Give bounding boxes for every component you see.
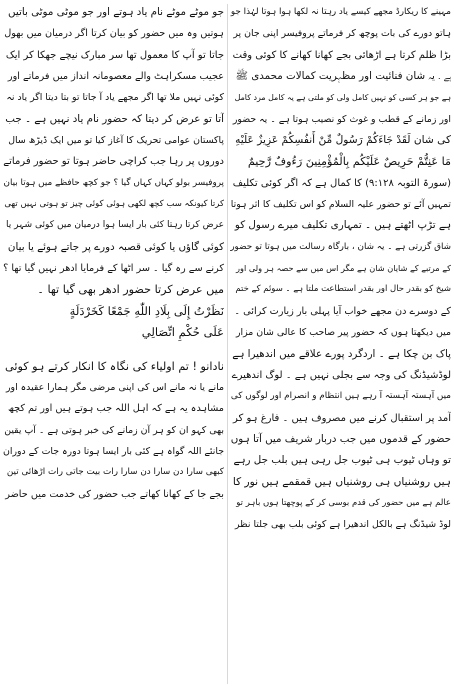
text-line: کوئی نہیں ملا تھا اگر مجھے یاد آ جاتا تو بتا دیتا اگر یاد نہ (6, 92, 224, 104)
text-line: لوڈ شیڈنگ ہے بالکل اندھیرا ہے کوئی بلب بھی جلتا نظر (235, 519, 451, 531)
text-line: پاک بن چکا ہے ۔ اردگرد پورے علاقے میں اندھیرا ہے (232, 347, 451, 360)
text-line: کرتا کیونکہ سب کچھ لکھی ہوئی کوئی چیز تو ہوتی نہیں تھی (4, 199, 224, 210)
text-line: لوڈشیڈنگ کی وجہ سے بجلی نہیں ہے ۔ لوگ اندھیرے (231, 369, 451, 381)
text-line: بھی کہو ان کو ہر آن زمانے کی خبر ہوتی ہے ۔ آپ یقین (4, 424, 224, 436)
text-line: اور زمانے کے قطب و غوث کو نصیب ہوتا ہے ۔ یہ حضور (232, 113, 451, 125)
text-line: تمہیں آئے تو حضور علیہ السلام کو اس تکلیف کا اثر ہوتا (230, 199, 451, 211)
arabic-verse-line: عَلَى حُكْمِ اتِّصَالِي (141, 325, 224, 340)
text-line: ہے جو ہر کسی کو نہیں کامل ولی کو ملتی ہے یہ کامل مرد کامل (234, 93, 451, 103)
text-line: ہے ۔ یہ شان فنائیت اور مظہریت کمالات محمدی ﷺ (235, 70, 451, 83)
text-line: کرنے سے رہ گیا ۔ سر اٹھا کے فرمایا ادھر نہیں گیا تھا ؟ (3, 263, 224, 275)
text-line: مہینے کا ریکارڈ مجھے کیسے یاد رہتا نہ لکھا ہوا ہوتا لہٰذا جو (230, 7, 451, 17)
text-line: پاکستان عوامی تحریک کا آغاز کیا تو میں ایک ڈیڑھ سال (8, 135, 224, 147)
text-line: بجے جا کے کھانا کھاتے جب حضور کی خدمت میں حاضر (5, 488, 224, 500)
text-line: آمد پر استقبال کرنے میں مصروف ہیں ۔ فارغ ہو کر (233, 412, 451, 424)
text-line: میں آہستہ آہستہ آ رہے ہیں انتظام و انصرام اور لوگوں کی (230, 391, 451, 402)
paragraph-gap (3, 344, 224, 356)
text-line: شاق گزرتی ہے ۔ یہ شان ، بارگاہ رسالت میں ہوتا تو حضور (230, 241, 451, 252)
text-line: کوئی گاؤں یا کوئی قصبہ دورے پر جاتے ہوئے یا بیان (7, 240, 224, 253)
text-line: ہاتو دورے کی بات پوچھ کر فرماتے پروفیسر اپنی جان پر (233, 28, 451, 40)
text-line: مَا عَنِتُّمْ حَرِيصٌ عَلَيْكُم بِالْمُؤْمِنِينَ رَءُوفٌ رَّحِيمٌ (247, 155, 451, 169)
text-line: شیخ کو بقدر حال اور بقدر استطاعت ملتا ہے ۔ سوئم کے ختم (235, 284, 451, 295)
text-line: بڑا ظلم کرتا ہے اڑھائی بجے کھانا کھانے کا کوئی وقت (232, 49, 451, 61)
column-divider (227, 4, 228, 684)
text-line: ہوتیں وہ میں حضور کو بیان کرتا اگر درمیان میں بھول (4, 28, 224, 40)
text-line: ہے تڑپ اٹھتے ہیں ۔ تمہاری تکلیف میرے رسول کو (234, 219, 451, 232)
text-line: عجیب مسکراہٹ والے معصومانہ انداز میں فرماتے اور (7, 71, 224, 83)
text-line: مشاہدہ یہ ہے کہ اہل اللہ جب ہوتے ہیں اور تم کچھ (7, 403, 224, 415)
right-text-column (230, 2, 451, 686)
text-line: عالم ہے میں حضور کی قدم بوسی کر کے پوچھتا ہوں باہر تو (236, 497, 451, 508)
text-line: تو وہاں ٹیوب ہی ٹیوب جل رہی ہیں بلب جل رہے (233, 454, 451, 467)
text-line: حضور کے قدموں میں جب دربار شریف میں آتا ہوں (230, 432, 451, 445)
text-line: دوروں پر رہا جب کراچی حاضر ہوتا تو حضور فرماتے (3, 156, 224, 168)
text-line: عرض کرتا رہتا کئی بار ایسا ہوا درمیان میں کوئی شہر یا (5, 220, 224, 231)
text-line: کبھی سارا دن سارا دن سارا رات بیت جاتی رات اڑھائی تین (6, 467, 224, 478)
text-line: کے دوسرے دن مجھے خواب آیا پہلی بار زیارت کرائی ۔ (234, 305, 451, 317)
text-line: ہیں روشنیاں ہی روشنیاں ہیں قمقمے ہیں نور کا (232, 475, 451, 488)
left-text-column (3, 2, 224, 686)
text-line: (سورۃ التوبہ ۹:۱۲۸) کا کمال ہے کہ اگر کوئی تکلیف (232, 177, 451, 189)
text-line: میں دیکھتا ہوں کہ حضور پیر صاحب کا عالی شان مزار (235, 327, 451, 339)
text-line: آتا تو عرض کر دیتا کہ حضور نام یاد نہیں ہے ۔ جب (5, 112, 224, 125)
text-line: مانے یا نہ مانے اس کی اپنی مرضی مگر ہمارا عقیدہ اور (6, 381, 224, 393)
text-line: جو موٹے موٹے نام یاد ہوتے اور جو موٹی موٹی باتیں (8, 6, 224, 18)
text-line: کی شان لَقَدْ جَاءَكُمْ رَسُولٌ مِّنْ أَنفُسِكُمْ عَزِيزٌ عَلَيْهِ (235, 134, 451, 147)
text-line: کے مرتبے کے شایان شان ہے مگر اس میں سے حصہ ہر ولی اور (236, 263, 451, 274)
text-line: جانئے اللہ گواہ ہے کئی بار ایسا ہوتا دورہ جات کے دوران (3, 445, 224, 457)
text-line: پروفیسر بولو کہاں کہاں گیا ؟ جو کچھ حافظے میں ہوتا بیان (3, 177, 224, 188)
text-line: جاتا تو آپ کا معمول تھا سر مبارک نیچے جھکا کر ایک (5, 49, 224, 61)
text-line: نادانو ! تم اولیاء کی نگاہ کا انکار کرتے ہو کوئی (5, 359, 224, 373)
arabic-verse-line: نَظَرْتُ إِلَى بِلَادِ اللّٰهِ جَمْعًا كَخَرْدَلَةٍ (69, 303, 224, 318)
text-line: میں عرض کرتا حضور ادھر بھی گیا تھا ۔ (37, 283, 224, 297)
